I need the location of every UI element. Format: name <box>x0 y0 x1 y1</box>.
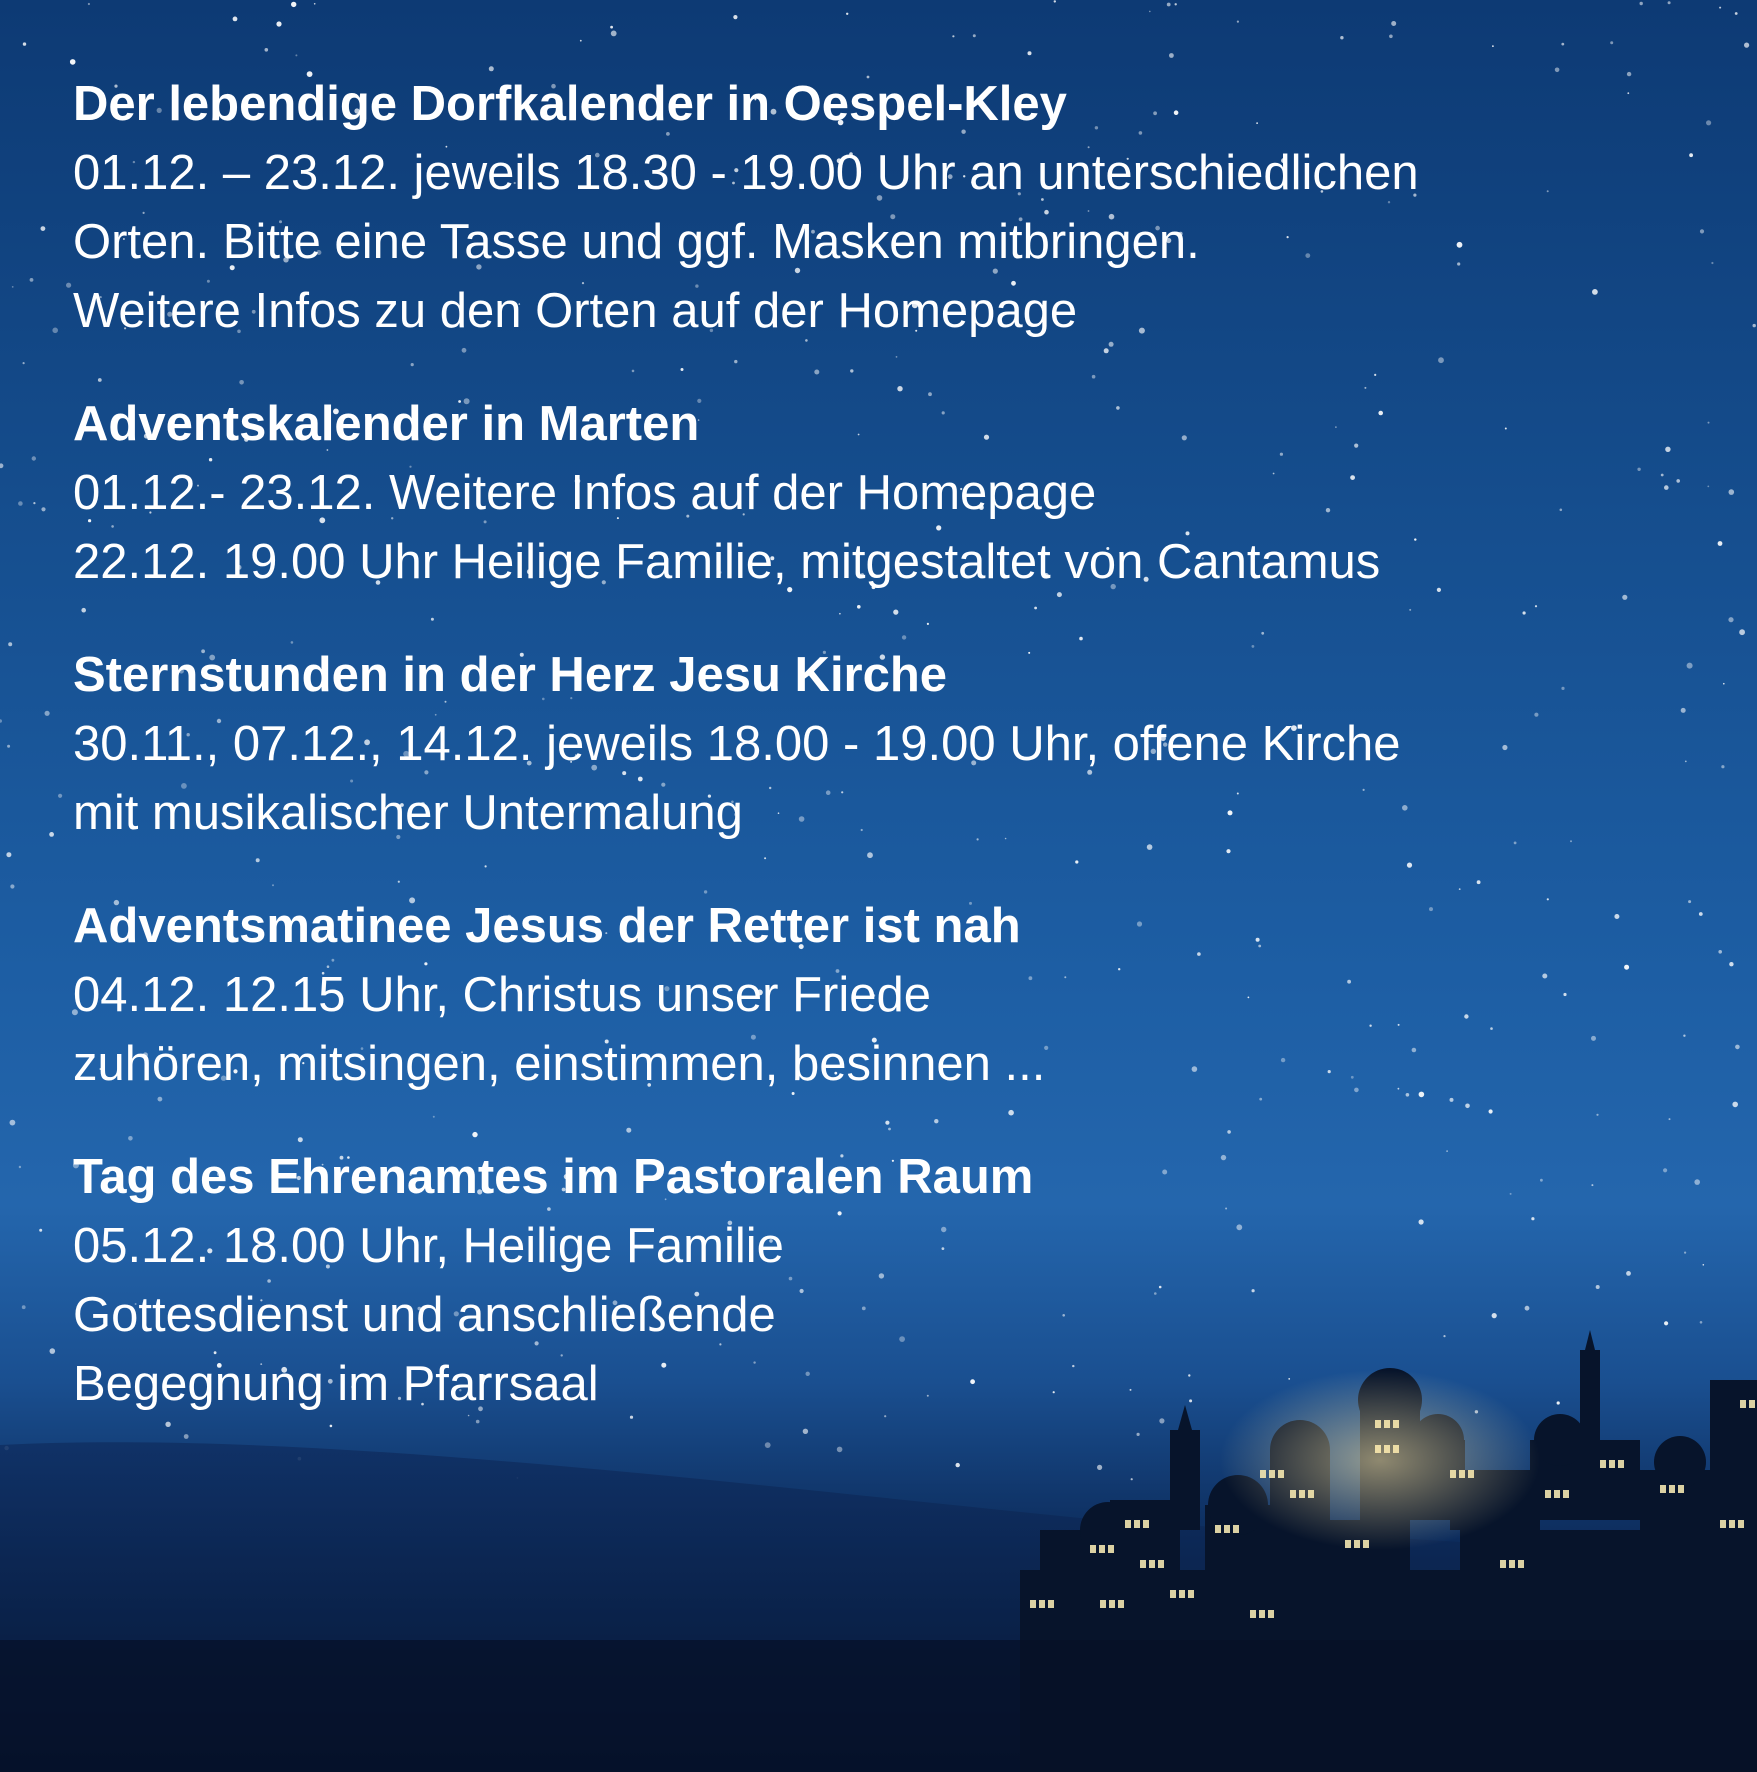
window-light <box>1179 1590 1185 1598</box>
star <box>1561 43 1564 46</box>
window-light <box>1740 1400 1746 1408</box>
window-light <box>1233 1525 1239 1533</box>
star <box>33 502 35 504</box>
star <box>276 21 281 26</box>
star <box>70 59 76 65</box>
event-detail-line: 22.12. 19.00 Uhr Heilige Familie, mitgestaltet von Cantamus <box>73 535 1381 589</box>
event-title: Sternstunden in der Herz Jesu Kirche <box>73 648 948 702</box>
star <box>23 42 26 45</box>
window-light <box>1259 1610 1265 1618</box>
event-detail-line: 30.11., 07.12., 14.12. jeweils 18.00 - 19.00 Uhr, offene Kirche <box>73 717 1401 771</box>
star <box>1718 950 1722 954</box>
event-title: Tag des Ehrenamtes im Pastoralen Raum <box>73 1150 1034 1204</box>
window-light <box>1518 1560 1524 1568</box>
star <box>1640 2 1643 5</box>
star <box>41 507 45 511</box>
event-block <box>73 1143 1693 1419</box>
window-light <box>1554 1490 1560 1498</box>
star <box>1739 629 1745 635</box>
star <box>1131 1478 1133 1480</box>
star <box>1340 36 1343 39</box>
star <box>1707 486 1709 488</box>
event-block <box>73 70 1693 346</box>
window-light <box>1660 1485 1666 1493</box>
window-light <box>1158 1560 1164 1568</box>
star <box>1729 962 1733 966</box>
star <box>611 31 617 37</box>
star <box>1703 1264 1705 1266</box>
event-title: Adventskalender in Marten <box>73 397 700 451</box>
star <box>1097 1465 1102 1470</box>
star <box>19 1166 21 1168</box>
window-light <box>1030 1600 1036 1608</box>
star <box>1610 41 1613 44</box>
window-light <box>1215 1525 1221 1533</box>
star <box>30 278 34 282</box>
window-light <box>1500 1560 1506 1568</box>
window-light <box>1720 1520 1726 1528</box>
star <box>233 17 238 22</box>
event-title: Der lebendige Dorfkalender in Oespel-Kley <box>73 77 1067 131</box>
star <box>1753 324 1756 327</box>
event-list <box>73 70 1693 1463</box>
event-detail-line: mit musikalischer Untermalung <box>73 786 743 840</box>
window-light <box>1125 1520 1131 1528</box>
star <box>1735 1045 1740 1050</box>
star <box>1391 21 1396 26</box>
star <box>23 362 25 364</box>
foreground-shadow <box>0 1640 1757 1772</box>
star <box>58 794 62 798</box>
star <box>88 3 90 5</box>
window-light <box>1268 1610 1274 1618</box>
star <box>22 1305 26 1309</box>
star <box>12 286 14 288</box>
event-block <box>73 390 1693 597</box>
window-light <box>1108 1545 1114 1553</box>
event-detail-line: 04.12. 12.15 Uhr, Christus unser Friede <box>73 968 931 1022</box>
star <box>39 1229 42 1232</box>
star <box>952 35 954 37</box>
window-light <box>1669 1485 1675 1493</box>
star <box>0 719 2 723</box>
event-detail-line: Gottesdienst und anschließende <box>73 1288 776 1342</box>
star <box>1700 229 1704 233</box>
star <box>295 54 297 56</box>
star <box>1744 43 1749 48</box>
window-light <box>1039 1600 1045 1608</box>
window-light <box>1224 1525 1230 1533</box>
window-light <box>1134 1520 1140 1528</box>
window-light <box>1738 1520 1744 1528</box>
window-light <box>1099 1545 1105 1553</box>
star <box>314 3 316 5</box>
star <box>50 1348 56 1354</box>
star <box>52 328 58 334</box>
star <box>7 745 10 748</box>
star <box>1175 3 1177 5</box>
star <box>1699 912 1703 916</box>
star <box>733 15 737 19</box>
window-light <box>1545 1490 1551 1498</box>
star <box>8 642 12 646</box>
event-title: Adventsmatinee Jesus der Retter ist nah <box>73 899 1021 953</box>
window-light <box>1143 1520 1149 1528</box>
star <box>1708 422 1710 424</box>
window-light <box>1563 1490 1569 1498</box>
star <box>1718 541 1723 546</box>
star <box>1389 35 1393 39</box>
star <box>265 48 269 52</box>
window-light <box>1100 1600 1106 1608</box>
star <box>1169 53 1174 58</box>
star <box>1719 7 1721 9</box>
star <box>1668 1 1671 4</box>
event-detail-line: 01.12.- 23.12. Weitere Infos auf der Homepage <box>73 466 1097 520</box>
window-light <box>1149 1560 1155 1568</box>
star <box>1028 51 1032 55</box>
event-detail-line: Begegnung im Pfarrsaal <box>73 1357 599 1411</box>
star <box>1728 617 1733 622</box>
event-detail-line: zuhören, mitsingen, einstimmen, besinnen ... <box>73 1037 1046 1091</box>
star <box>1054 0 1056 2</box>
event-detail-line: 01.12. – 23.12. jeweils 18.30 - 19.00 Uhr an unterschiedlichen <box>73 146 1419 200</box>
star <box>1735 12 1738 15</box>
star <box>1721 765 1724 768</box>
event-detail-line: Orten. Bitte eine Tasse und ggf. Masken mitbringen. <box>73 215 1200 269</box>
star <box>10 1120 16 1126</box>
star <box>41 226 46 231</box>
star <box>49 832 54 837</box>
star <box>973 34 976 37</box>
star <box>580 40 582 42</box>
event-detail-line: 05.12. 18.00 Uhr, Heilige Familie <box>73 1219 784 1273</box>
window-light <box>1140 1560 1146 1568</box>
star <box>1706 120 1711 125</box>
star <box>6 852 11 857</box>
window-light <box>1188 1590 1194 1598</box>
window-light <box>1749 1400 1755 1408</box>
star <box>956 1463 960 1467</box>
star <box>32 456 36 460</box>
star <box>1167 3 1171 7</box>
star <box>10 884 14 888</box>
star <box>0 463 3 468</box>
event-block <box>73 641 1693 848</box>
star <box>1149 11 1151 13</box>
window-light <box>1170 1590 1176 1598</box>
window-light <box>1678 1485 1684 1493</box>
star <box>1729 489 1735 495</box>
window-light <box>1250 1610 1256 1618</box>
star <box>610 26 613 29</box>
star <box>1694 1179 1700 1185</box>
window-light <box>1109 1600 1115 1608</box>
event-block <box>73 892 1693 1099</box>
window-light <box>1090 1545 1096 1553</box>
star <box>291 2 296 7</box>
star <box>1237 21 1239 23</box>
window-light <box>1729 1520 1735 1528</box>
window-light <box>1118 1600 1124 1608</box>
star <box>1732 1102 1738 1108</box>
event-detail-line: Weitere Infos zu den Orten auf der Homepage <box>73 284 1078 338</box>
star <box>66 283 71 288</box>
star <box>1723 683 1725 685</box>
star <box>1492 45 1494 47</box>
star <box>18 501 23 506</box>
star <box>45 711 50 716</box>
star <box>846 13 848 15</box>
window-light <box>1509 1560 1515 1568</box>
window-light <box>1048 1600 1054 1608</box>
star <box>1700 1321 1703 1324</box>
star <box>1711 262 1713 264</box>
